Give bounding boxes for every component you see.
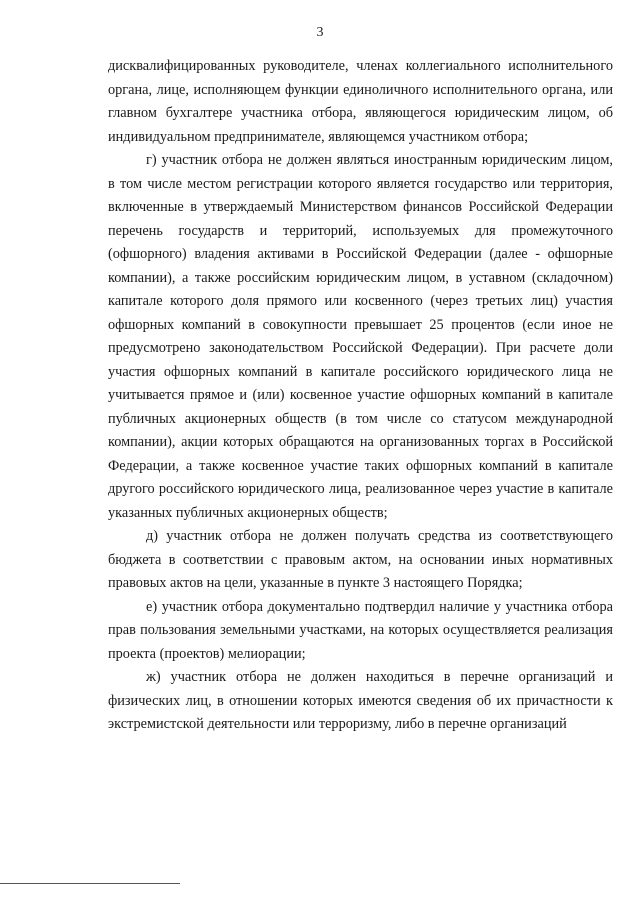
paragraph-continuation: дисквалифицированных руководителе, членах коллегиального исполнительного органа, лице, исполняющем функции единоличного исполнительного органа, или главном бухгалтере участника отбора, являющегося юридическим лицом, об индивидуальном предпринимателе, являющемся участником отбора;: [108, 58, 613, 145]
paragraph-item-e: е) участник отбора документально подтвердил наличие у участника отбора прав пользования земельными участками, на которых осуществляется реализация проекта (проектов) мелиорации;: [108, 598, 613, 662]
paragraph-item-d: д) участник отбора не должен получать средства из соответствующего бюджета в соответствии с правовым актом, на основании иных нормативных правовых актов на цели, указанные в пункте 3 настоящего Порядка;: [108, 528, 613, 591]
document-body: [108, 55, 613, 737]
page-number: 3: [316, 25, 324, 40]
paragraph-item-zh: ж) участник отбора не должен находиться в перечне организаций и физических лиц, в отношении которых имеются сведения об их причастности к экстремистской деятельности или терроризму, либо в перечне организаций: [108, 669, 613, 732]
paragraph-item-g: г) участник отбора не должен являться иностранным юридическим лицом, в том числе местом регистрации которого является государство или территория, включенные в утверждаемый Министерством финансов Российской Федерации перечень государств и территорий, используемых для промежуточного (офшорного) владения активами в Российской Федерации (далее - офшорные компании), а также российским юридическим лицом, в уставном (складочном) капитале которого доля прямого или косвенного (через третьих лиц) участия офшорных компаний в совокупности превышает 25 процентов (если иное не предусмотрено законодательством Российской Федерации). При расчете доли участия офшорных компаний в капитале российского юридического лица не учитывается прямое и (или) косвенное участие офшорных компаний в капитале публичных акционерных обществ (в том числе со статусом международной компании), акции которых обращаются на организованных торгах в Российской Федерации, а также косвенное участие таких офшорных компаний в капитале другого российского юридического лица, реализованное через участие в капитале указанных публичных акционерных обществ;: [108, 152, 613, 521]
scan-edge-line: [0, 883, 180, 884]
